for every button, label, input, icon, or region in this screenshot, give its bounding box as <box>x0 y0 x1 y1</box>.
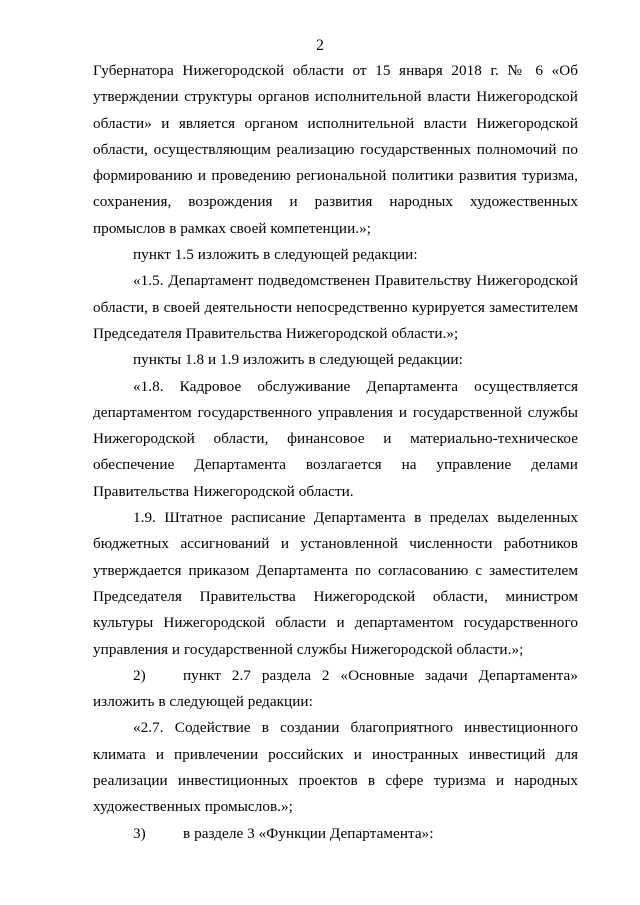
paragraph-item-1-5-intro: пункт 1.5 изложить в следующей редакции: <box>133 246 418 264</box>
list-text: в разделе 3 «Функции Департамента»: <box>183 824 434 842</box>
document-body <box>93 58 578 847</box>
paragraph-item-1-5: «1.5. Департамент подведомственен Правительству Нижегородской области, в своей деятельности непосредственно курируется заместителем Председателя Правительства Нижегородской области.»; <box>93 272 578 342</box>
paragraph-item-1-9: 1.9. Штатное расписание Департамента в пределах выделенных бюджетных ассигнований и установленной численности работников утверждается приказом Департамента по согласованию с заместителем Председателя Правительства Нижегородской области, министром культуры Нижегородской области и департаментом государственного управления и государственной службы Нижегородской области.»; <box>93 509 578 658</box>
paragraph-continuation: Губернатора Нижегородской области от 15 января 2018 г. № 6 «Об утверждении структуры органов исполнительной власти Нижегородской области» и является органом исполнительной власти Нижегородской области, осуществляющим реализацию государственных полномочий по формированию и проведению региональной политики развития туризма, сохранения, возрождения и развития народных художественных промыслов в рамках своей компетенции.»; <box>93 62 578 237</box>
paragraph-numbered-3 <box>93 821 578 847</box>
paragraph-item-2-7: «2.7. Содействие в создании благоприятного инвестиционного климата и привлечении российских и иностранных инвестиций для реализации инвестиционных проектов в сфере туризма и народных художественных промыслов.»; <box>93 719 578 816</box>
page-number: 2 <box>316 37 324 54</box>
list-number: 2) <box>133 666 146 684</box>
paragraph-item-1-8: «1.8. Кадровое обслуживание Департамента осуществляется департаментом государственного управления и государственной службы Нижегородской области, финансовое и материально-техническое обеспечение Департамента возлагается на управление делами Правительства Нижегородской области. <box>93 377 578 500</box>
list-text: пункт 2.7 раздела 2 «Основные задачи Департамента» изложить в следующей редакции: <box>93 666 578 711</box>
paragraph-items-1-8-1-9-intro: пункты 1.8 и 1.9 изложить в следующей редакции: <box>133 351 463 369</box>
list-number: 3) <box>133 824 146 842</box>
paragraph-numbered-2 <box>93 663 578 716</box>
